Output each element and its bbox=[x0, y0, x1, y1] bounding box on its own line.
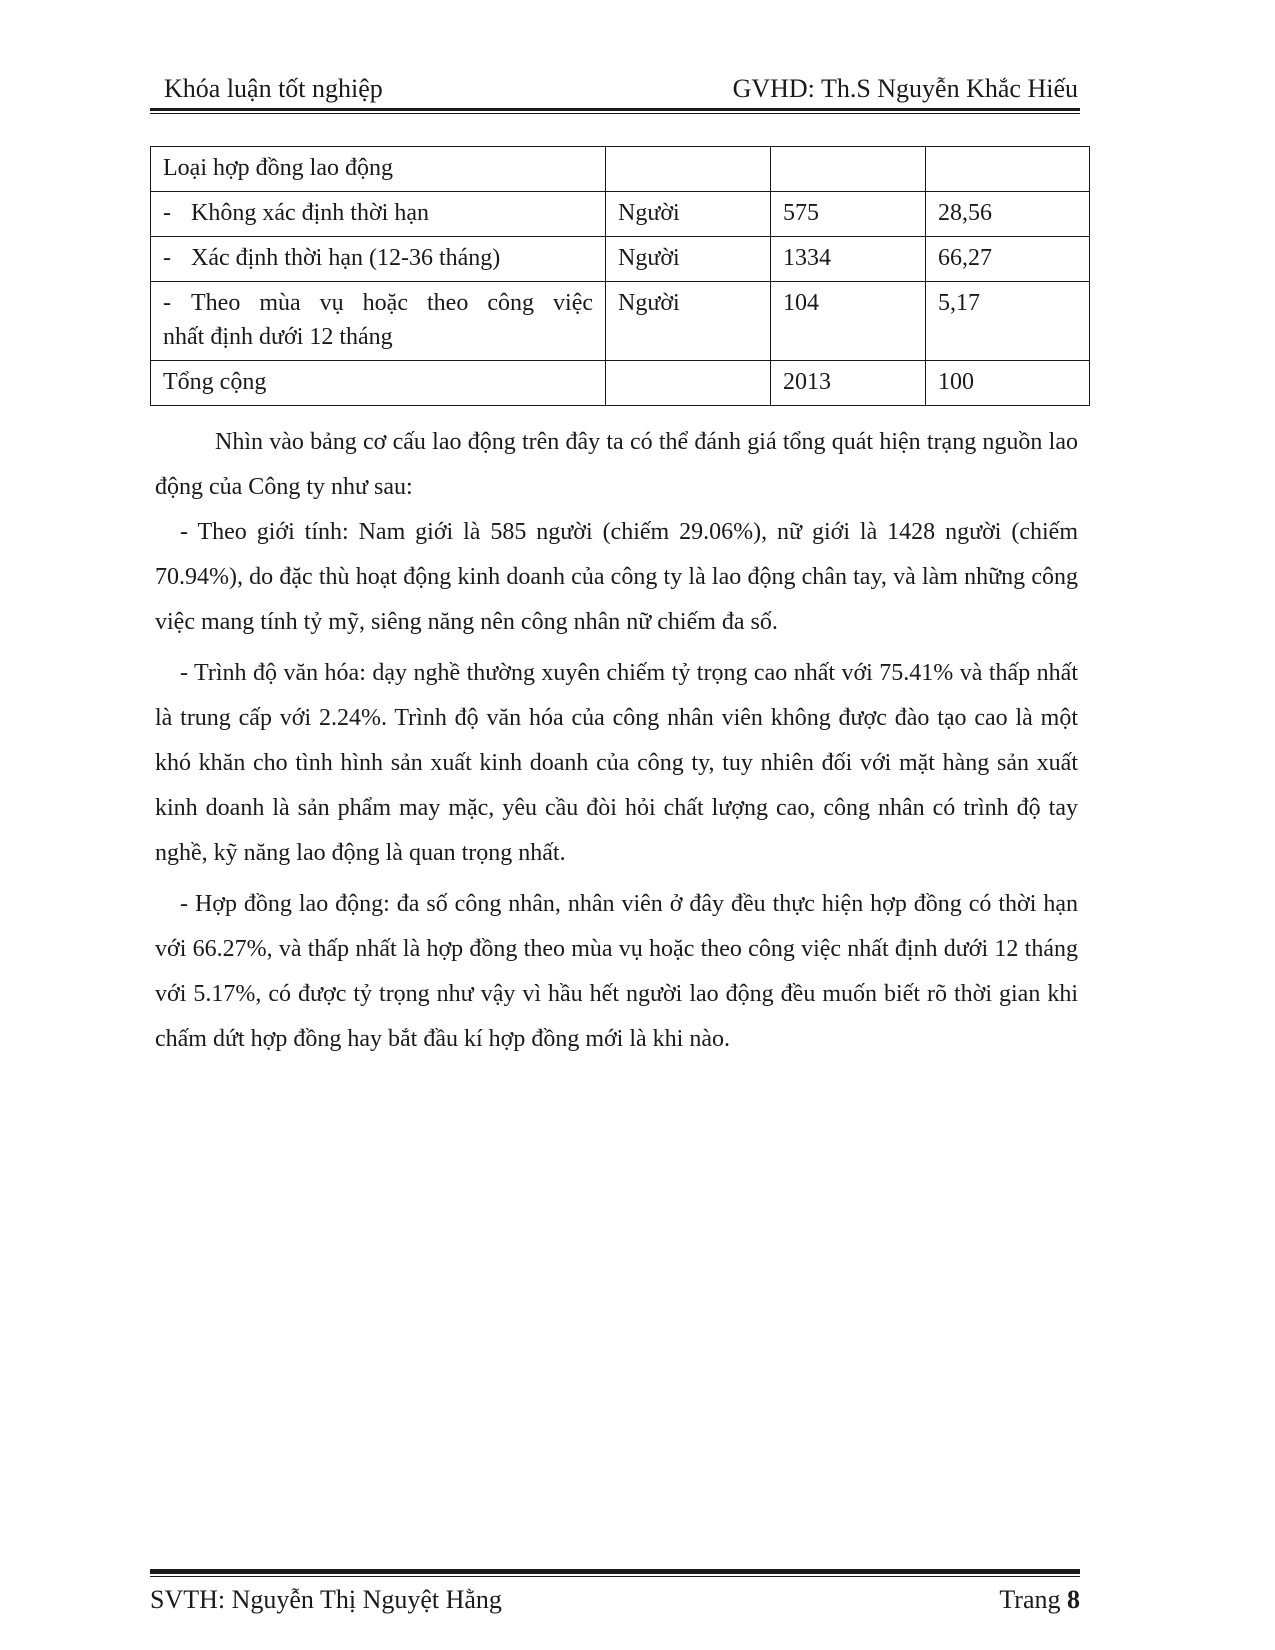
table-cell-label bbox=[151, 237, 606, 282]
table-cell-label: Tổng cộng bbox=[151, 361, 606, 406]
table-cell-percent: 28,56 bbox=[926, 192, 1090, 237]
gender-paragraph: - Theo giới tính: Nam giới là 585 người (chiếm 29.06%), nữ giới là 1428 người (chiếm 70.94%), do đặc thù hoạt động kinh doanh của công ty là lao động chân tay, và làm những công việc mang tính tỷ mỹ, siêng năng nên công nhân nữ chiếm đa số. bbox=[155, 519, 1078, 635]
table-row bbox=[151, 282, 1090, 361]
page-header bbox=[160, 70, 1078, 106]
table-row-total bbox=[151, 361, 1090, 406]
table-cell-unit bbox=[606, 147, 771, 192]
header-thesis-title: Khóa luận tốt nghiệp bbox=[164, 74, 383, 103]
footer-rule-thin bbox=[150, 1576, 1080, 1577]
footer-student: SVTH: Nguyễn Thị Nguyệt Hằng bbox=[150, 1585, 502, 1614]
table-cell-unit: Người bbox=[606, 237, 771, 282]
table-cell-percent: 66,27 bbox=[926, 237, 1090, 282]
contract-paragraph: - Hợp đồng lao động: đa số công nhân, nhân viên ở đây đều thực hiện hợp đồng có thời hạn với 66.27%, và thấp nhất là hợp đồng theo mùa vụ hoặc theo công việc nhất định dưới 12 tháng với 5.17%, có được tỷ trọng như vậy vì hầu hết người lao động đều muốn biết rõ thời gian khi chấm dứt hợp đồng hay bắt đầu kí hợp đồng mới là khi nào. bbox=[155, 891, 1078, 1052]
table-cell-unit: Người bbox=[606, 192, 771, 237]
table-cell-count: 1334 bbox=[771, 237, 926, 282]
table-cell-percent bbox=[926, 147, 1090, 192]
bullet-dash: - bbox=[163, 290, 171, 316]
table-cell-unit bbox=[606, 361, 771, 406]
row-label-line2: nhất định dưới 12 tháng bbox=[163, 324, 393, 350]
header-rule bbox=[150, 108, 1080, 111]
table-cell-unit: Người bbox=[606, 282, 771, 361]
row-label: Không xác định thời hạn bbox=[191, 200, 429, 226]
table-cell-percent: 100 bbox=[926, 361, 1090, 406]
table-row bbox=[151, 147, 1090, 192]
footer-rule bbox=[150, 1569, 1080, 1574]
table-row bbox=[151, 237, 1090, 282]
header-advisor: GVHD: Th.S Nguyễn Khắc Hiếu bbox=[732, 74, 1078, 103]
table-cell-label bbox=[151, 192, 606, 237]
table-cell-count bbox=[771, 147, 926, 192]
row-label: Xác định thời hạn (12-36 tháng) bbox=[191, 245, 501, 271]
body-text bbox=[155, 420, 1078, 1062]
table-cell-label: Loại hợp đồng lao động bbox=[151, 147, 606, 192]
row-label-line1: - Theo mùa vụ hoặc theo công việc bbox=[163, 286, 593, 320]
table-cell-label bbox=[151, 282, 606, 361]
header-rule-thin bbox=[150, 113, 1080, 114]
page-number: Trang 8 bbox=[999, 1585, 1080, 1614]
page-footer bbox=[150, 1585, 1080, 1625]
table-cell-count: 575 bbox=[771, 192, 926, 237]
table-cell-percent: 5,17 bbox=[926, 282, 1090, 361]
table-row bbox=[151, 192, 1090, 237]
labor-structure-table bbox=[150, 146, 1090, 406]
table-cell-count: 2013 bbox=[771, 361, 926, 406]
education-paragraph: - Trình độ văn hóa: dạy nghề thường xuyên chiếm tỷ trọng cao nhất với 75.41% và thấp nhất là trung cấp với 2.24%. Trình độ văn hóa của công nhân viên không được đào tạo cao là một khó khăn cho tình hình sản xuất kinh doanh của công ty, tuy nhiên đối với mặt hàng sản xuất kinh doanh là sản phẩm may mặc, yêu cầu đòi hỏi chất lượng cao, công nhân có trình độ tay nghề, kỹ năng lao động là quan trọng nhất. bbox=[155, 660, 1078, 866]
bullet-dash: - bbox=[163, 200, 171, 226]
table-cell-count: 104 bbox=[771, 282, 926, 361]
intro-paragraph: Nhìn vào bảng cơ cấu lao động trên đây ta có thể đánh giá tổng quát hiện trạng nguồn lao động của Công ty như sau: bbox=[155, 429, 1078, 500]
bullet-dash: - bbox=[163, 245, 171, 271]
